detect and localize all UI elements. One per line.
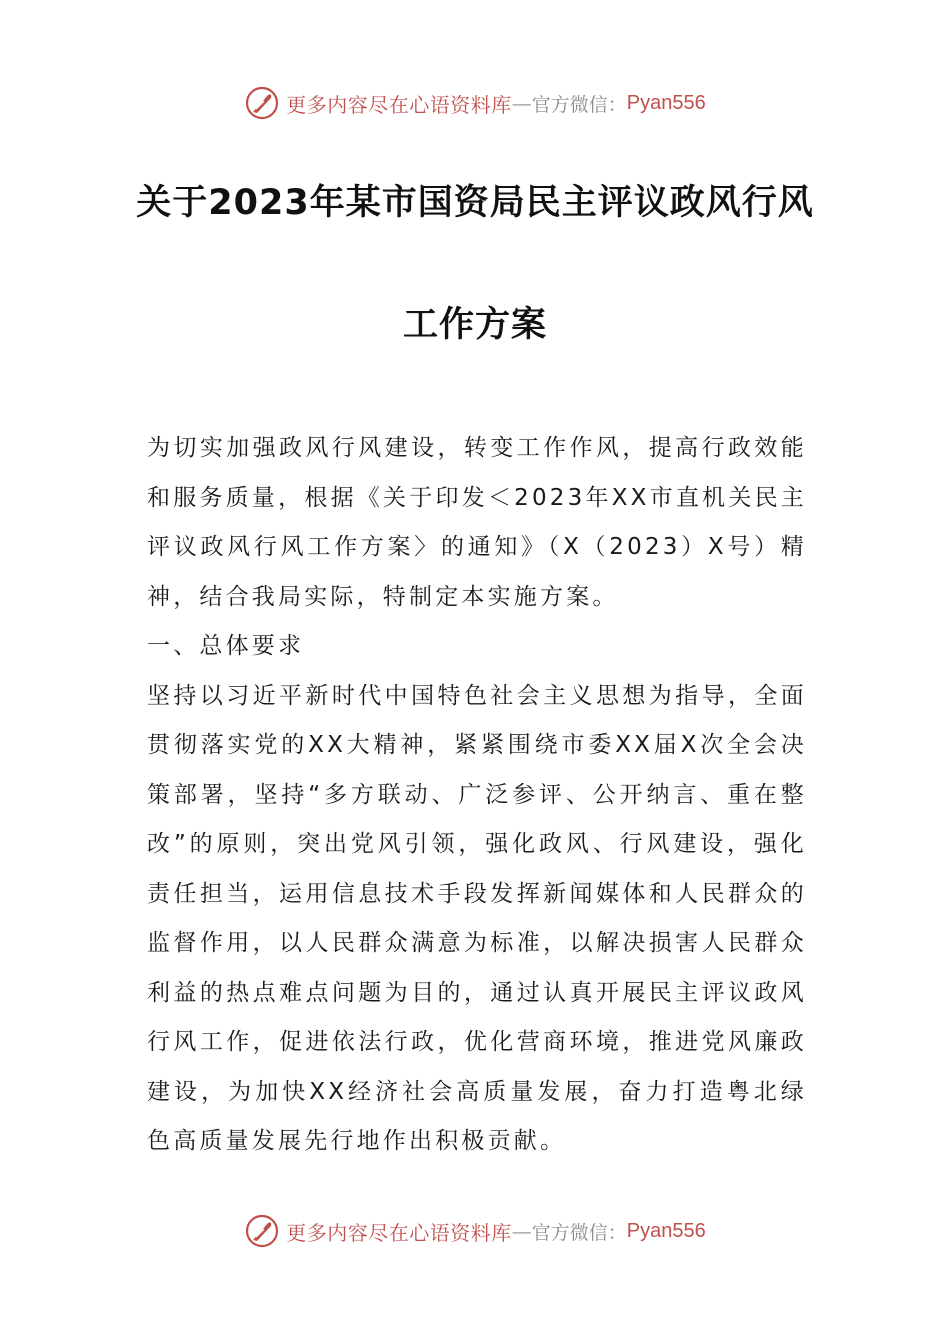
watermark-separator: —: [511, 1219, 532, 1243]
section1-heading: 一、总体要求: [147, 633, 305, 659]
intro-paragraph: 为切实加强政风行风建设，转变工作作风，提高行政效能和服务质量，根据《关于印发＜2023年XX市直机关民主评议政风行风工作方案〉的通知》（X（2023）X号）精神，结合我局实际，特制定本实施方案。: [147, 435, 807, 610]
watermark-wechat-label: 官方微信：: [531, 93, 627, 116]
watermark-wechat-label: 官方微信：: [531, 1221, 627, 1244]
section1-paragraph: 坚持以习近平新时代中国特色社会主义思想为指导，全面贯彻落实党的XX大精神，紧紧围绕市委XX届X次全会决策部署，坚持“多方联动、广泛参评、公开纳言、重在整改”的原则，突出党风引领，强化政风、行风建设，强化责任担当，运用信息技术手段发挥新闻媒体和人民群众的监督作用，以人民群众满意为标准，以解决损害人民群众利益的热点难点问题为目的，通过认真开展民主评议政风行风工作，促进依法行政，优化营商环境，推进党风廉政建设，为加快XX经济社会高质量发展，奋力打造粤北绿色高质量发展先行地作出积极贡献。: [147, 682, 807, 1154]
document-title-line1: 关于2023年某市国资局民主评议政风行风: [136, 183, 814, 223]
document-title-line2: 工作方案: [402, 305, 547, 345]
document-body: [147, 424, 807, 1167]
watermark-banner-bottom: [0, 1211, 950, 1251]
watermark-banner-top: [0, 83, 950, 123]
watermark-text: 更多内容尽在心语资料库: [286, 92, 512, 117]
watermark-wechat-id: Pyan556: [626, 91, 706, 114]
quill-logo-icon: [244, 85, 280, 121]
quill-logo-icon: [244, 1213, 280, 1249]
watermark-separator: —: [511, 91, 532, 115]
watermark-text: 更多内容尽在心语资料库: [286, 1220, 512, 1245]
watermark-wechat-id: Pyan556: [626, 1219, 706, 1242]
